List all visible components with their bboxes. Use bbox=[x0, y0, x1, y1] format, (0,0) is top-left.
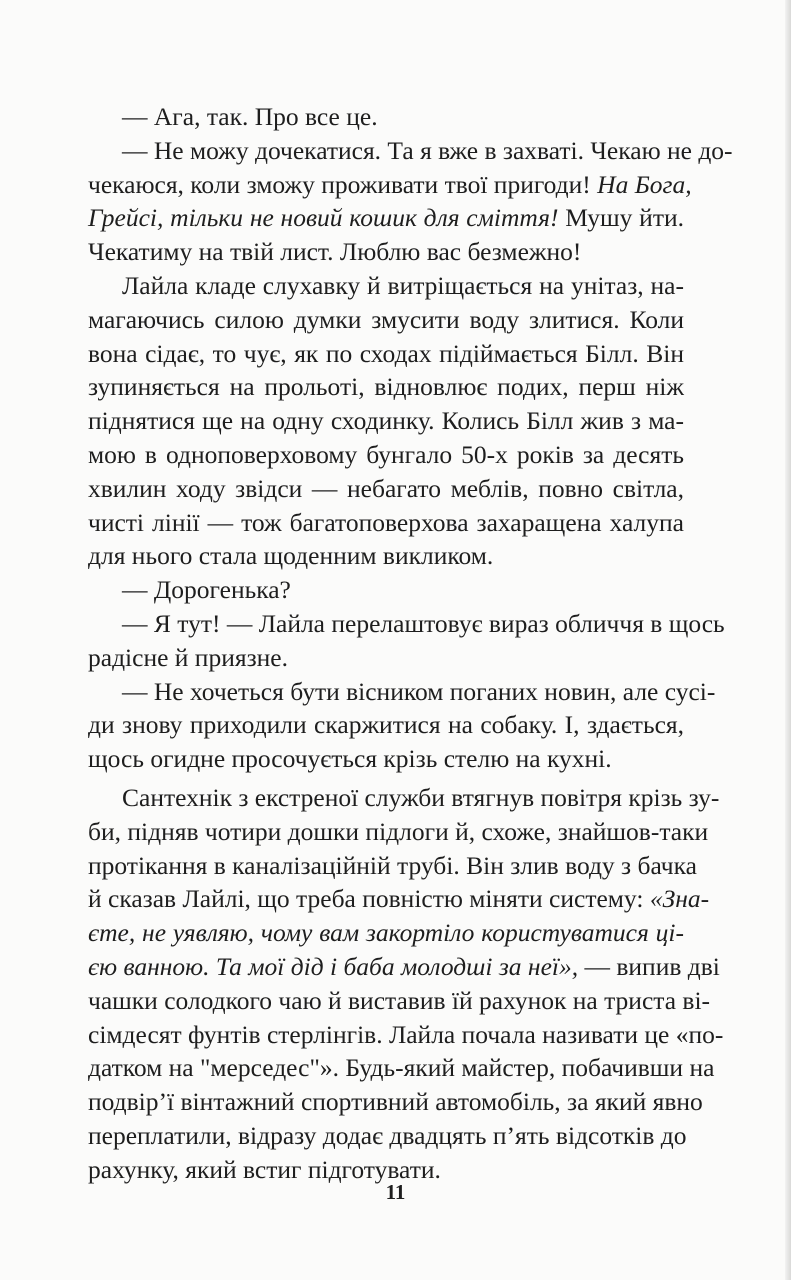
text-segment: — Не можу дочекатися. Та я вже в захваті. Чекаю не до- bbox=[122, 135, 733, 165]
text-segment: мою в одноповерховому бунгало 50-х років за десять bbox=[88, 439, 684, 469]
text-segment: сімдесят фунтів стерлінгів. Лайла почала називати це «по- bbox=[88, 1019, 724, 1049]
italic-text-segment: єю ванною. Та мої дід і баба молодші за неї», bbox=[88, 951, 579, 981]
text-segment: чисті лінії — тож багатоповерхова захаращена халупа bbox=[88, 507, 684, 537]
text-segment: для нього стала щоденним викликом. bbox=[88, 541, 494, 571]
text-line bbox=[88, 269, 684, 303]
text-line bbox=[88, 303, 684, 337]
text-segment: піднятися ще на одну сходинку. Колись Білл жив з ма- bbox=[88, 406, 684, 436]
italic-text-segment: єте, не уявляю, чому вам закортіло користуватися ці- bbox=[88, 918, 684, 948]
text-line bbox=[88, 539, 684, 573]
text-line bbox=[88, 641, 684, 675]
text-segment: подвір’ї вінтажний спортивний автомобіль, за який явно bbox=[88, 1087, 703, 1117]
text-segment: чекаюся, коли зможу проживати твої пригоди! bbox=[88, 169, 598, 199]
text-line bbox=[88, 472, 684, 506]
text-line bbox=[88, 984, 711, 1018]
text-segment: Лайла кладе слухавку й витріщається на унітаз, на- bbox=[122, 270, 684, 300]
text-segment: — Ага, так. Про все це. bbox=[122, 102, 378, 131]
italic-text-segment: На Бога, bbox=[597, 169, 692, 199]
text-segment: датком на "мерседес"». Будь-який майстер, побачивши на bbox=[88, 1053, 715, 1083]
text-segment: вона сідає, то чує, як по сходах підіймається Білл. Він bbox=[88, 338, 684, 368]
text-line bbox=[88, 950, 720, 984]
text-section-plumber bbox=[88, 781, 724, 1187]
text-segment: — випив дві bbox=[578, 951, 720, 981]
page-number: 11 bbox=[385, 1180, 406, 1204]
text-segment: рахунку, який встиг підготувати. bbox=[88, 1154, 441, 1184]
text-line bbox=[88, 849, 697, 883]
text-line bbox=[88, 675, 716, 709]
italic-text-segment: «Зна- bbox=[649, 884, 710, 914]
text-line bbox=[88, 370, 684, 404]
text-section-dialogue bbox=[88, 100, 733, 776]
text-line bbox=[88, 916, 684, 950]
italic-text-segment: Грейсі, тільки не новий кошик для сміття! bbox=[88, 203, 559, 233]
text-segment: би, підняв чотири дошки підлоги й, схоже, знайшов-таки bbox=[88, 816, 709, 846]
text-segment: магаючись силою думки змусити воду злитися. Коли bbox=[88, 304, 684, 334]
text-segment: протікання в каналізаційній трубі. Він злив воду з бачка bbox=[88, 850, 697, 880]
text-line bbox=[88, 168, 692, 202]
text-line bbox=[88, 337, 684, 371]
text-segment: Мушу йти. bbox=[558, 203, 684, 233]
text-line bbox=[88, 134, 733, 168]
text-line bbox=[88, 404, 684, 438]
text-line bbox=[88, 573, 684, 607]
page-edge-shadow bbox=[785, 0, 791, 1280]
text-line bbox=[88, 201, 684, 235]
text-line bbox=[88, 815, 709, 849]
text-line bbox=[88, 1119, 687, 1153]
text-line bbox=[88, 100, 684, 134]
text-line bbox=[88, 1018, 724, 1052]
text-line bbox=[88, 506, 684, 540]
text-segment: переплатили, відразу додає двадцять п’ять відсотків до bbox=[88, 1120, 687, 1150]
text-line bbox=[88, 781, 720, 815]
text-segment: — Дорогенька? bbox=[122, 575, 291, 605]
text-line bbox=[88, 438, 684, 472]
text-line bbox=[88, 1051, 715, 1085]
text-segment: хвилин ходу звідси — небагато меблів, повно світла, bbox=[88, 473, 684, 503]
text-segment: щось огидне просочується крізь стелю на кухні. bbox=[88, 744, 612, 774]
text-segment: Сантехнік з екстреної служби втягнув повітря крізь зу- bbox=[122, 783, 720, 812]
text-line bbox=[88, 742, 684, 776]
text-segment: й сказав Лайлі, що треба повністю міняти систему: bbox=[88, 884, 650, 914]
text-segment: Чекатиму на твій лист. Люблю вас безмежно! bbox=[88, 237, 582, 267]
text-segment: — Не хочеться бути вісником поганих новин, але сусі- bbox=[122, 676, 716, 706]
text-segment: ди знову приходили скаржитися на собаку. І, здається, bbox=[88, 710, 684, 740]
text-line bbox=[88, 1085, 703, 1119]
text-segment: радісне й приязне. bbox=[88, 642, 288, 672]
text-segment: чашки солодкого чаю й виставив їй рахунок на триста ві- bbox=[88, 985, 711, 1015]
text-line bbox=[88, 882, 710, 916]
text-line bbox=[88, 708, 684, 742]
text-line bbox=[88, 607, 725, 641]
text-segment: зупиняється на прольоті, відновлює подих, перш ніж bbox=[88, 372, 684, 402]
text-line bbox=[88, 235, 684, 269]
text-segment: — Я тут! — Лайла перелаштовує вираз обличчя в щось bbox=[122, 608, 725, 638]
